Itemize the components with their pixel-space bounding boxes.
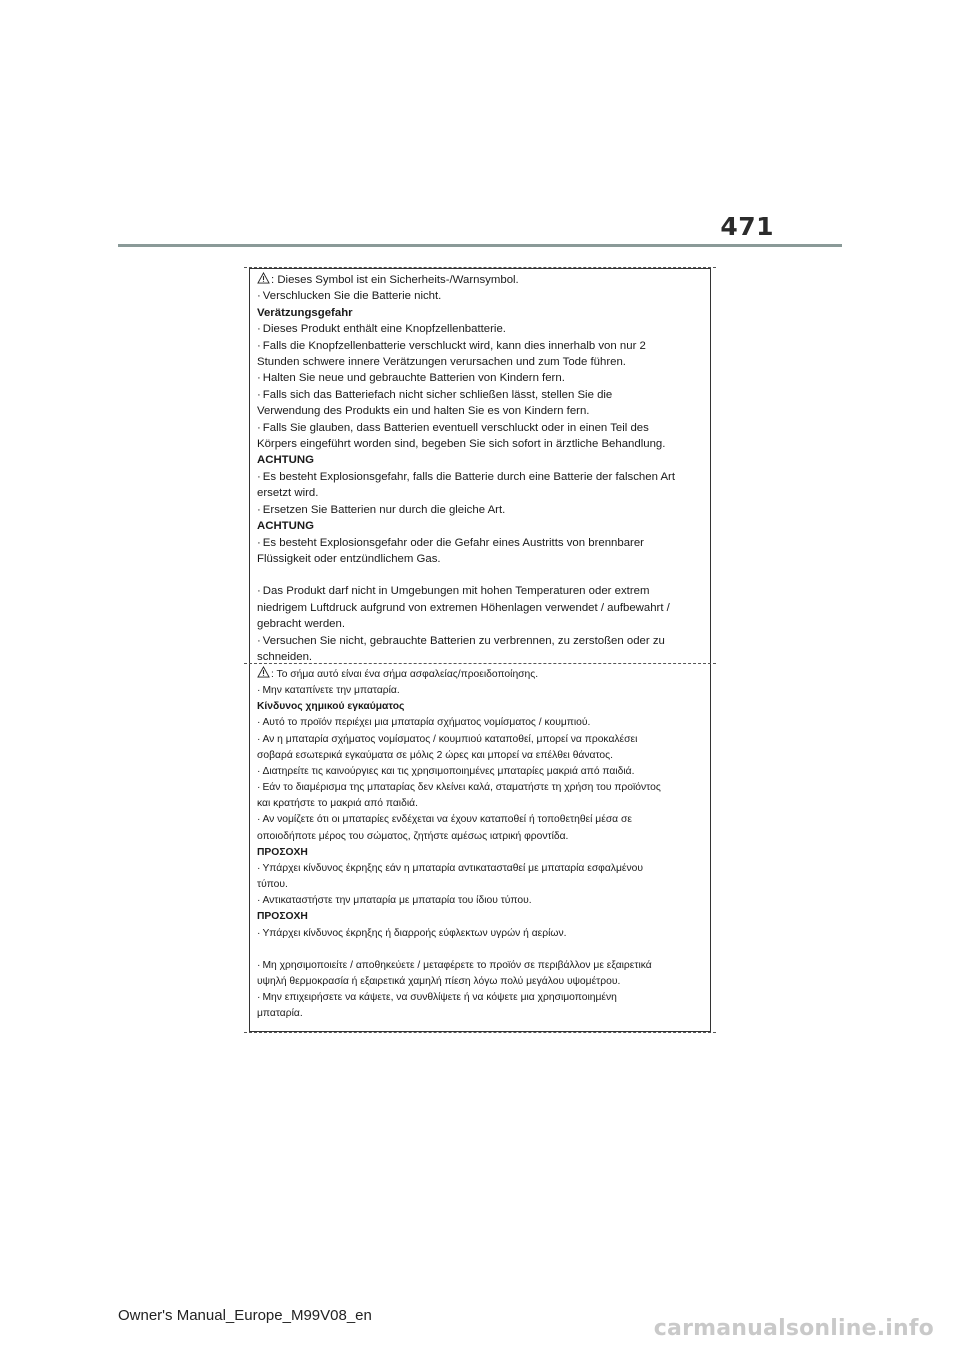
warning-text-line <box>257 748 704 764</box>
warning-text-line <box>257 420 704 436</box>
warning-text-line <box>257 403 704 419</box>
warning-text-line <box>257 732 704 748</box>
warning-text-line <box>257 861 704 877</box>
line-text: Falls sich das Batteriefach nicht sicher schließen lässt, stellen Sie die <box>262 388 613 401</box>
warning-heading <box>257 699 704 715</box>
warning-text-line <box>257 469 704 485</box>
footer-manual-label: Owner's Manual_Europe_M99V08_en <box>118 1307 372 1324</box>
greek-warning-section <box>257 666 704 1022</box>
warning-text-line <box>257 764 704 780</box>
warning-text-line <box>257 288 704 304</box>
line-text: Αντικαταστήστε την μπαταρία με μπαταρία του ίδιου τύπου. <box>262 895 532 907</box>
bullet-icon: · <box>257 717 261 729</box>
line-text: Halten Sie neue und gebrauchte Batterien von Kindern fern. <box>262 372 565 385</box>
warning-text-line <box>257 633 704 649</box>
warning-text-line <box>257 354 704 370</box>
bullet-icon: · <box>257 782 261 794</box>
line-text: Körpers eingeführt worden sind, begeben Sie sich sofort in ärztliche Behandlung. <box>257 438 666 451</box>
line-text: υψηλή θερμοκρασία ή εξαιρετικά χαμηλή πίεση λόγω πολύ μεγάλου υψομέτρου. <box>257 975 621 987</box>
bullet-icon: · <box>257 372 261 385</box>
warning-text-line <box>257 551 704 567</box>
bullet-icon: · <box>257 862 261 874</box>
page-number: 471 <box>720 212 774 241</box>
line-text: Διατηρείτε τις καινούργιες και τις χρησιμοποιημένες μπαταρίες μακριά από παιδιά. <box>262 765 635 777</box>
line-text: Falls die Knopfzellenbatterie verschluckt wird, kann dies innerhalb von nur 2 <box>262 339 646 352</box>
warning-text-line <box>257 893 704 909</box>
line-text: Verätzungsgefahr <box>257 306 353 319</box>
warning-text-line <box>257 583 704 599</box>
warning-text-line <box>257 272 704 288</box>
line-text: μπαταρία. <box>257 1008 303 1020</box>
warning-heading <box>257 452 704 468</box>
line-text: Μην καταπίνετε την μπαταρία. <box>262 685 400 697</box>
header-rule <box>118 244 842 247</box>
bullet-icon: · <box>257 895 261 907</box>
line-text: Αν η μπαταρία σχήματος νομίσματος / κουμπιού καταποθεί, μπορεί να προκαλέσει <box>262 733 638 745</box>
line-text: Falls Sie glauben, dass Batterien eventuell verschluckt oder in einen Teil des <box>262 421 649 434</box>
bullet-icon: · <box>257 388 261 401</box>
line-text: ACHTUNG <box>257 520 314 533</box>
warning-text-line <box>257 796 704 812</box>
bullet-icon: · <box>257 470 261 483</box>
line-text: Flüssigkeit oder entzündlichem Gas. <box>257 552 441 565</box>
warning-triangle-icon <box>257 272 270 284</box>
warning-text-line <box>257 958 704 974</box>
line-text: Es besteht Explosionsgefahr oder die Gefahr eines Austritts von brennbarer <box>262 536 644 549</box>
warning-text-line <box>257 926 704 942</box>
line-text: Αν νομίζετε ότι οι μπαταρίες ενδέχεται να έχουν καταποθεί ή τοποθετηθεί μέσα σε <box>262 814 632 826</box>
warning-heading <box>257 909 704 925</box>
warning-text-line <box>257 338 704 354</box>
bullet-icon: · <box>257 733 261 745</box>
line-text: Verschlucken Sie die Batterie nicht. <box>262 290 442 303</box>
warning-text-line <box>257 535 704 551</box>
warning-heading <box>257 845 704 861</box>
warning-text-line <box>257 683 704 699</box>
line-text: τύπου. <box>257 879 288 891</box>
line-text: schneiden. <box>257 650 313 663</box>
paragraph-gap <box>257 942 704 958</box>
line-text: Αυτό το προϊόν περιέχει μια μπαταρία σχήματος νομίσματος / κουμπιού. <box>262 717 591 729</box>
line-text: ACHTUNG <box>257 454 314 467</box>
language-divider <box>244 663 716 664</box>
bullet-icon: · <box>257 927 261 939</box>
bullet-icon: · <box>257 685 261 697</box>
bullet-icon: · <box>257 290 261 303</box>
line-text: Verwendung des Produkts ein und halten Sie es von Kindern fern. <box>257 405 590 418</box>
line-text: Κίνδυνος χημικού εγκαύματος <box>257 701 405 713</box>
watermark: carmanualsonline.info <box>653 1316 934 1341</box>
bullet-icon: · <box>257 323 261 336</box>
line-text: Stunden schwere innere Verätzungen verursachen und zum Tode führen. <box>257 356 626 369</box>
line-text: Dieses Produkt enthält eine Knopfzellenbatterie. <box>262 323 506 336</box>
line-text: ΠΡΟΣΟΧΗ <box>257 846 308 858</box>
line-text: Εάν το διαμέρισμα της μπαταρίας δεν κλείνει καλά, σταματήστε τη χρήση του προϊόντος <box>262 782 661 794</box>
warning-text-line <box>257 829 704 845</box>
line-text: ΠΡΟΣΟΧΗ <box>257 911 308 923</box>
bullet-icon: · <box>257 634 261 647</box>
line-text: σοβαρά εσωτερικά εγκαύματα σε μόλις 2 ώρες και μπορεί να επέλθει θάνατος. <box>257 749 613 761</box>
line-text: Υπάρχει κίνδυνος έκρηξης ή διαρροής εύφλεκτων υγρών ή αερίων. <box>262 927 567 939</box>
warning-heading <box>257 305 704 321</box>
warning-text-line <box>257 780 704 796</box>
warning-text-line <box>257 485 704 501</box>
warning-text-line <box>257 666 704 683</box>
bullet-icon: · <box>257 991 261 1003</box>
line-text: Μην επιχειρήσετε να κάψετε, να συνθλίψετε ή να κόψετε μια χρησιμοποιημένη <box>262 991 617 1003</box>
warning-triangle-icon <box>257 666 270 678</box>
bullet-icon: · <box>257 765 261 777</box>
warning-heading <box>257 518 704 534</box>
bullet-icon: · <box>257 814 261 826</box>
line-text: : Το σήμα αυτό είναι ένα σήμα ασφαλείας/προειδοποίησης. <box>271 669 539 680</box>
warning-text-line <box>257 974 704 990</box>
warning-text-line <box>257 616 704 632</box>
line-text: Versuchen Sie nicht, gebrauchte Batterien zu verbrennen, zu zerstoßen oder zu <box>262 634 665 647</box>
line-text: Μη χρησιμοποιείτε / αποθηκεύετε / μεταφέρετε το προϊόν σε περιβάλλον με εξαιρετικά <box>262 959 652 971</box>
line-text: ersetzt wird. <box>257 487 319 500</box>
warning-text-line <box>257 990 704 1006</box>
warning-text-line <box>257 877 704 893</box>
warning-text-line <box>257 502 704 518</box>
warning-text-line <box>257 812 704 828</box>
line-text: και κρατήστε το μακριά από παιδιά. <box>257 798 418 810</box>
warning-text-line <box>257 321 704 337</box>
paragraph-gap <box>257 567 704 583</box>
warning-text-line <box>257 436 704 452</box>
warning-text-line <box>257 1006 704 1022</box>
warning-text-line <box>257 387 704 403</box>
bullet-icon: · <box>257 536 261 549</box>
line-text: Ersetzen Sie Batterien nur durch die gleiche Art. <box>262 503 506 516</box>
warning-text-line <box>257 600 704 616</box>
warning-text-line <box>257 715 704 731</box>
bullet-icon: · <box>257 585 261 598</box>
line-text: Υπάρχει κίνδυνος έκρηξης εάν η μπαταρία αντικατασταθεί με μπαταρία εσφαλμένου <box>262 862 643 874</box>
line-text: Es besteht Explosionsgefahr, falls die Batterie durch eine Batterie der falschen Art <box>262 470 675 483</box>
line-text: οποιοδήποτε μέρος του σώματος, ζητήστε αμέσως ιατρική φροντίδα. <box>257 830 569 842</box>
line-text: Das Produkt darf nicht in Umgebungen mit hohen Temperaturen oder extrem <box>262 585 650 598</box>
line-text: gebracht werden. <box>257 618 346 631</box>
german-warning-section <box>257 272 704 665</box>
battery-warning-notice <box>249 268 711 1032</box>
bullet-icon: · <box>257 339 261 352</box>
bullet-icon: · <box>257 421 261 434</box>
warning-text-line <box>257 370 704 386</box>
bullet-icon: · <box>257 959 261 971</box>
line-text: niedrigem Luftdruck aufgrund von extremen Höhenlagen verwendet / aufbewahrt / <box>257 601 670 614</box>
line-text: : Dieses Symbol ist ein Sicherheits-/Warnsymbol. <box>271 274 519 286</box>
bullet-icon: · <box>257 503 261 516</box>
